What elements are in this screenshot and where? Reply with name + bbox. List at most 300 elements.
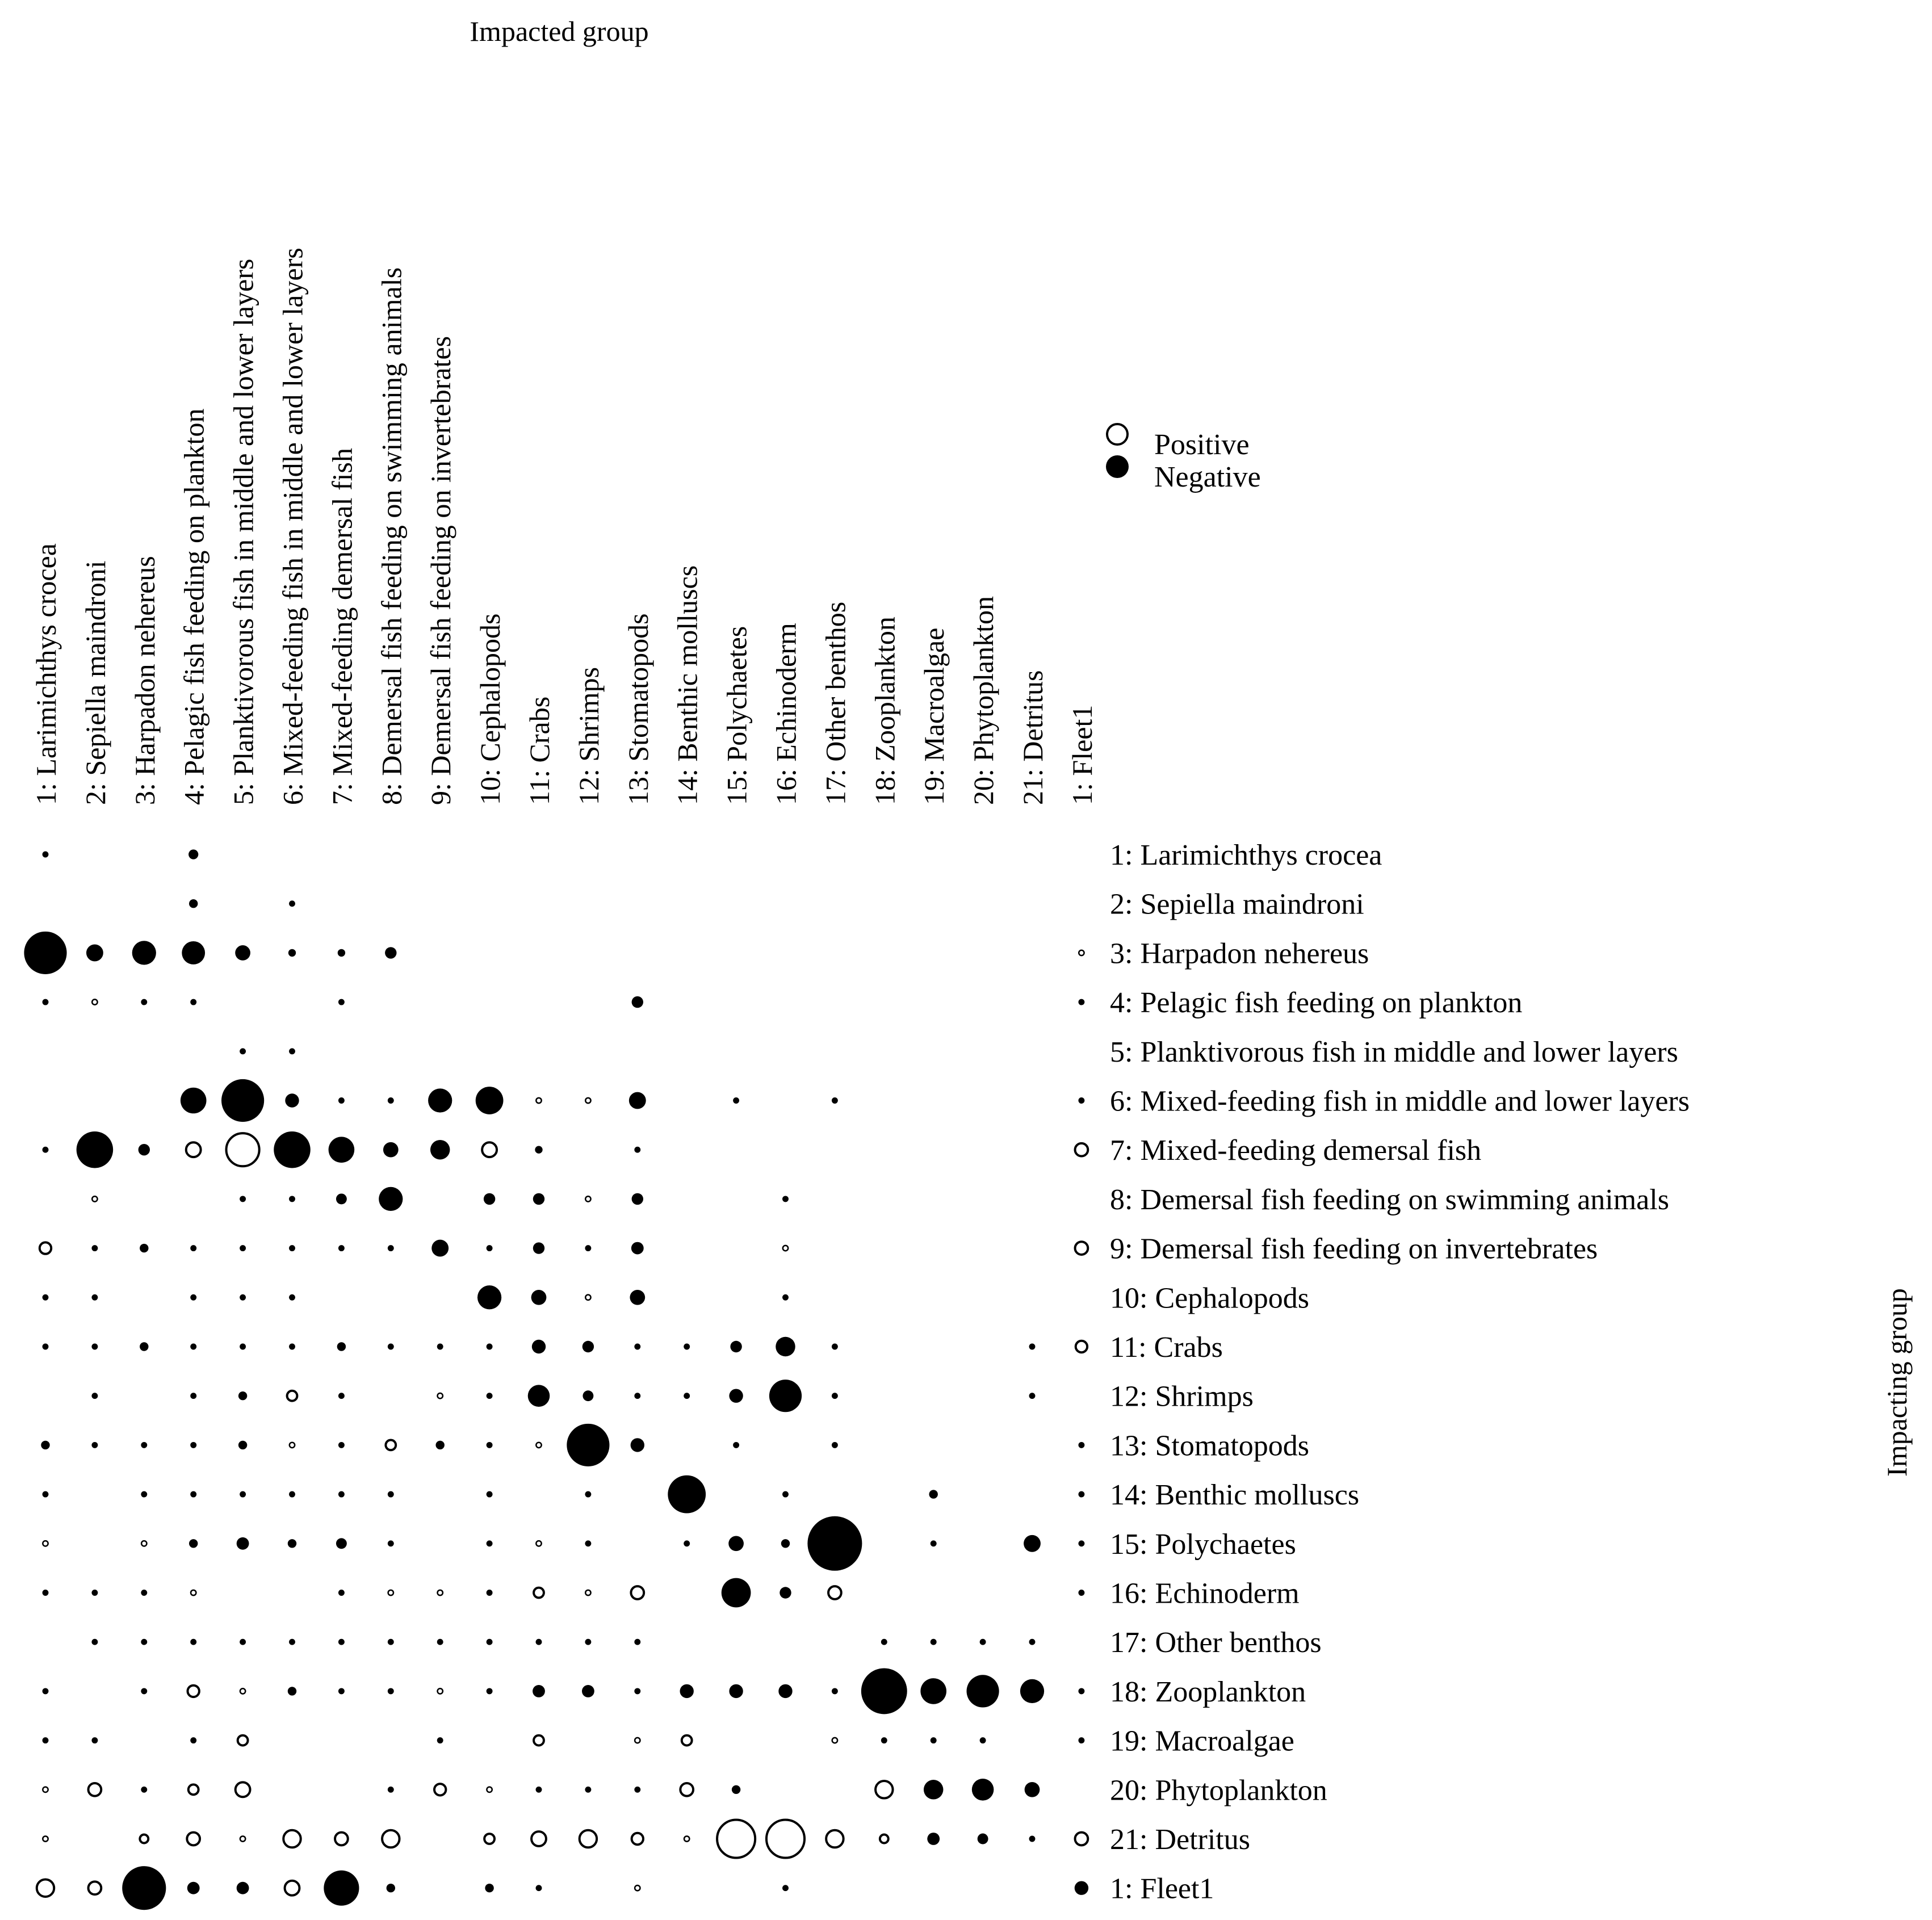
negative-impact-bubble xyxy=(338,1688,345,1694)
negative-impact-bubble xyxy=(288,949,296,957)
negative-impact-bubble xyxy=(776,1337,795,1356)
negative-impact-bubble xyxy=(289,1639,295,1645)
negative-impact-bubble xyxy=(582,1390,593,1401)
negative-impact-bubble xyxy=(385,947,396,958)
negative-impact-bubble xyxy=(140,1244,148,1252)
negative-impact-bubble xyxy=(1078,1442,1084,1448)
negative-impact-bubble xyxy=(240,1196,246,1202)
negative-impact-bubble xyxy=(732,1785,740,1794)
negative-impact-bubble xyxy=(240,1245,246,1251)
negative-impact-bubble xyxy=(832,1442,838,1448)
negative-impact-bubble xyxy=(141,999,147,1005)
negative-impact-bubble xyxy=(487,1491,493,1498)
positive-impact-bubble xyxy=(37,1879,54,1896)
negative-impact-bubble xyxy=(91,1393,98,1399)
impacting-group-label: 13: Stomatopods xyxy=(1110,1429,1310,1462)
negative-impact-bubble xyxy=(141,1688,147,1694)
positive-impact-bubble xyxy=(438,1590,443,1595)
negative-impact-bubble xyxy=(967,1675,999,1707)
positive-impact-bubble xyxy=(89,1783,102,1796)
negative-impact-bubble xyxy=(181,1088,207,1114)
negative-impact-bubble xyxy=(285,1093,299,1107)
negative-impact-bubble xyxy=(132,941,156,965)
negative-impact-bubble xyxy=(487,1393,493,1399)
negative-impact-bubble xyxy=(924,1780,943,1799)
negative-impact-bubble xyxy=(437,1639,443,1645)
negative-impact-bubble xyxy=(722,1578,751,1608)
negative-impact-bubble xyxy=(631,1242,644,1255)
negative-impact-bubble xyxy=(782,1196,789,1202)
negative-impact-bubble xyxy=(832,1097,838,1104)
positive-impact-bubble xyxy=(1075,1143,1088,1156)
negative-impact-bubble xyxy=(240,1048,246,1054)
negative-impact-bubble xyxy=(531,1290,547,1305)
negative-impact-bubble xyxy=(927,1833,940,1845)
negative-impact-bubble xyxy=(729,1684,743,1698)
positive-impact-bubble xyxy=(635,1738,640,1743)
negative-impact-bubble xyxy=(188,849,198,859)
negative-impact-bubble xyxy=(387,1884,395,1892)
negative-impact-bubble xyxy=(41,1441,49,1449)
negative-impact-bubble xyxy=(288,1539,296,1548)
negative-impact-bubble xyxy=(240,1491,246,1498)
negative-impact-bubble xyxy=(379,1187,403,1211)
legend-negative-marker xyxy=(1106,455,1129,478)
legend-positive-marker xyxy=(1107,424,1128,445)
negative-impact-bubble xyxy=(141,1590,147,1596)
negative-impact-bubble xyxy=(536,1885,542,1891)
positive-impact-bubble xyxy=(536,1541,541,1546)
negative-impact-bubble xyxy=(476,1087,504,1114)
negative-impact-bubble xyxy=(122,1866,166,1910)
positive-impact-bubble xyxy=(382,1830,399,1847)
positive-impact-bubble xyxy=(631,1586,644,1599)
negative-impact-bubble xyxy=(388,1491,394,1498)
impacting-group-label: 7: Mixed-feeding demersal fish xyxy=(1110,1134,1482,1167)
impacted-group-label: 16: Echinoderm xyxy=(770,623,802,805)
negative-impact-bubble xyxy=(630,1290,645,1305)
negative-impact-bubble xyxy=(43,852,49,858)
positive-impact-bubble xyxy=(388,1590,393,1595)
negative-impact-bubble xyxy=(1029,1836,1036,1842)
negative-impact-bubble xyxy=(338,1393,345,1399)
negative-impact-bubble xyxy=(86,944,103,961)
impacting-group-label: 5: Planktivorous fish in middle and lower layers xyxy=(1110,1036,1678,1068)
impacted-group-label: 7: Mixed-feeding demersal fish xyxy=(326,448,358,805)
negative-impact-bubble xyxy=(567,1424,609,1466)
impacted-group-label: 5: Planktivorous fish in middle and lower layers xyxy=(227,258,259,806)
negative-impact-bubble xyxy=(533,1685,545,1697)
negative-impact-bubble xyxy=(289,1344,295,1350)
positive-impact-bubble xyxy=(43,1836,48,1841)
negative-impact-bubble xyxy=(235,945,250,961)
negative-impact-bubble xyxy=(920,1678,946,1704)
negative-impact-bubble xyxy=(388,1245,394,1251)
positive-impact-bubble xyxy=(484,1834,494,1844)
negative-impact-bubble xyxy=(1078,1688,1084,1694)
positive-impact-bubble xyxy=(1076,1341,1087,1352)
positive-impact-bubble xyxy=(534,1735,544,1746)
legend-negative-label: Negative xyxy=(1154,461,1261,493)
negative-impact-bubble xyxy=(289,1196,295,1202)
negative-impact-bubble xyxy=(585,1540,591,1546)
negative-impact-bubble xyxy=(684,1540,690,1546)
positive-impact-bubble xyxy=(385,1440,396,1450)
negative-impact-bubble xyxy=(582,1341,594,1352)
negative-impact-bubble xyxy=(782,1885,789,1891)
impacting-group-labels xyxy=(1110,839,1690,1905)
negative-impact-bubble xyxy=(437,1737,443,1743)
negative-impact-bubble xyxy=(91,1294,98,1301)
negative-impact-bubble xyxy=(190,1393,196,1399)
negative-impact-bubble xyxy=(487,1688,493,1694)
negative-impact-bubble xyxy=(240,1639,246,1645)
negative-impact-bubble xyxy=(532,1340,546,1353)
impacted-group-label: 17: Other benthos xyxy=(819,601,852,805)
negative-impact-bubble xyxy=(430,1140,450,1159)
negative-impact-bubble xyxy=(338,1442,345,1448)
negative-impact-bubble xyxy=(1029,1393,1036,1399)
negative-impact-bubble xyxy=(632,1193,643,1205)
negative-impact-bubble xyxy=(728,1536,744,1551)
positive-impact-bubble xyxy=(783,1246,788,1251)
negative-impact-bubble xyxy=(428,1088,452,1112)
positive-impact-bubble xyxy=(635,1885,640,1890)
negative-impact-bubble xyxy=(585,1787,591,1793)
impacting-group-label: 19: Macroalgae xyxy=(1110,1725,1294,1758)
positive-impact-bubble xyxy=(1079,950,1084,955)
negative-impact-bubble xyxy=(336,1538,347,1549)
positive-impact-bubble xyxy=(487,1787,492,1792)
negative-impact-bubble xyxy=(931,1737,937,1743)
negative-impact-bubble xyxy=(487,1639,493,1645)
negative-impact-bubble xyxy=(585,1491,591,1498)
negative-impact-bubble xyxy=(329,1137,355,1163)
positive-impact-bubble xyxy=(632,1833,643,1844)
negative-impact-bubble xyxy=(435,1441,444,1449)
negative-impact-bubble xyxy=(182,941,205,965)
negative-impact-bubble xyxy=(43,1491,49,1498)
negative-impact-bubble xyxy=(43,1294,49,1301)
positive-impact-bubble xyxy=(238,1735,248,1746)
impacted-group-label: 19: Macroalgae xyxy=(918,627,950,805)
negative-impact-bubble xyxy=(680,1684,694,1698)
positive-impact-bubble xyxy=(187,1833,200,1846)
positive-impact-bubble xyxy=(141,1541,146,1546)
positive-impact-bubble xyxy=(285,1881,300,1896)
positive-impact-bubble xyxy=(680,1783,693,1796)
negative-impact-bubble xyxy=(972,1779,994,1801)
impacted-group-label: 20: Phytoplankton xyxy=(967,596,1000,805)
negative-impact-bubble xyxy=(324,1871,359,1906)
impacting-group-label: 8: Demersal fish feeding on swimming animals xyxy=(1110,1183,1669,1216)
negative-impact-bubble xyxy=(140,1342,148,1351)
impacting-group-label: 11: Crabs xyxy=(1110,1331,1223,1364)
positive-impact-bubble xyxy=(875,1781,892,1798)
negative-impact-bubble xyxy=(832,1344,838,1350)
negative-impact-bubble xyxy=(337,1342,346,1351)
negative-impact-bubble xyxy=(141,1787,147,1793)
negative-impact-bubble xyxy=(634,1688,640,1694)
negative-impact-bubble xyxy=(634,1344,640,1350)
positive-impact-bubble xyxy=(92,1196,97,1201)
positive-impact-bubble xyxy=(585,1098,590,1103)
negative-impact-bubble xyxy=(43,1147,49,1153)
negative-impact-bubble xyxy=(91,1245,98,1251)
negative-impact-bubble xyxy=(238,1441,247,1449)
impacted-group-label: 8: Demersal fish feeding on swimming animals xyxy=(375,267,408,805)
negative-impact-bubble xyxy=(431,1240,449,1257)
negative-impact-bubble xyxy=(289,1048,295,1054)
negative-impact-bubble xyxy=(629,1092,646,1109)
negative-impact-bubble xyxy=(338,999,345,1005)
positive-impact-bubble xyxy=(434,1784,446,1795)
negative-impact-bubble xyxy=(190,1344,196,1350)
impacting-group-label: 20: Phytoplankton xyxy=(1110,1774,1327,1807)
negative-impact-bubble xyxy=(91,1344,98,1350)
negative-impact-bubble xyxy=(437,1344,443,1350)
positive-impact-bubble xyxy=(536,1098,541,1103)
negative-impact-bubble xyxy=(1024,1535,1041,1552)
negative-impact-bubble xyxy=(289,1491,295,1498)
impacted-group-label: 21: Detritus xyxy=(1017,670,1049,805)
negative-impact-bubble xyxy=(388,1097,394,1104)
negative-impact-bubble xyxy=(91,1442,98,1448)
negative-impact-bubble xyxy=(237,1882,249,1894)
negative-impact-bubble xyxy=(832,1393,838,1399)
negative-impact-bubble xyxy=(535,1146,542,1154)
positive-impact-bubble xyxy=(287,1391,297,1401)
positive-impact-bubble xyxy=(236,1782,250,1797)
positive-impact-bubble xyxy=(832,1738,837,1743)
negative-impact-bubble xyxy=(1075,1881,1088,1895)
positive-impact-bubble xyxy=(188,1686,199,1697)
negative-impact-bubble xyxy=(585,1245,591,1251)
positive-impact-bubble xyxy=(240,1688,245,1693)
negative-impact-bubble xyxy=(485,1884,493,1892)
positive-impact-bubble xyxy=(580,1830,597,1847)
positive-impact-bubble xyxy=(766,1820,804,1858)
positive-impact-bubble xyxy=(43,1787,48,1792)
impacting-group-label: 4: Pelagic fish feeding on plankton xyxy=(1110,987,1523,1020)
impacting-group-label: 18: Zooplankton xyxy=(1110,1675,1306,1708)
positive-impact-bubble xyxy=(40,1242,51,1254)
positive-impact-bubble xyxy=(89,1881,102,1894)
impacted-group-label: 1: Fleet1 xyxy=(1066,705,1098,805)
positive-impact-bubble xyxy=(536,1443,541,1448)
negative-impact-bubble xyxy=(338,1491,345,1498)
negative-impact-bubble xyxy=(631,1438,644,1452)
negative-impact-bubble xyxy=(1078,1097,1084,1104)
negative-impact-bubble xyxy=(782,1491,789,1498)
positive-impact-bubble xyxy=(92,999,97,1004)
negative-impact-bubble xyxy=(533,1242,544,1254)
negative-impact-bubble xyxy=(274,1131,311,1168)
impacted-group-label: 15: Polychaetes xyxy=(720,626,753,805)
negative-impact-bubble xyxy=(338,1097,345,1104)
impacted-group-label: 14: Benthic molluscs xyxy=(671,565,703,805)
negative-impact-bubble xyxy=(733,1097,739,1104)
positive-impact-bubble xyxy=(283,1830,300,1847)
negative-impact-bubble xyxy=(43,1688,49,1694)
negative-impact-bubble xyxy=(383,1142,399,1158)
negative-impact-bubble xyxy=(240,1294,246,1301)
negative-impact-bubble xyxy=(782,1294,789,1301)
positive-impact-bubble xyxy=(585,1590,590,1595)
negative-impact-bubble xyxy=(388,1540,394,1546)
negative-impact-bubble xyxy=(980,1737,986,1743)
negative-impact-bubble xyxy=(634,1787,640,1793)
legend-positive-label: Positive xyxy=(1154,429,1250,461)
negative-impact-bubble xyxy=(1078,1737,1084,1743)
negative-impact-bubble xyxy=(141,1639,147,1645)
negative-impact-bubble xyxy=(861,1668,907,1714)
negative-impact-bubble xyxy=(807,1516,862,1571)
negative-impact-bubble xyxy=(189,899,198,908)
negative-impact-bubble xyxy=(24,932,66,974)
negative-impact-bubble xyxy=(487,1540,493,1546)
negative-impact-bubble xyxy=(388,1688,394,1694)
positive-impact-bubble xyxy=(191,1590,196,1595)
negative-impact-bubble xyxy=(288,1687,296,1695)
negative-impact-bubble xyxy=(190,1442,196,1448)
impacted-group-label: 2: Sepiella maindroni xyxy=(79,560,111,805)
negative-impact-bubble xyxy=(238,1391,247,1400)
impacting-group-label: 10: Cephalopods xyxy=(1110,1282,1309,1315)
negative-impact-bubble xyxy=(487,1590,493,1596)
negative-impact-bubble xyxy=(634,1147,640,1153)
impacted-group-label: 18: Zooplankton xyxy=(869,617,901,805)
negative-impact-bubble xyxy=(684,1344,690,1350)
negative-impact-bubble xyxy=(336,1193,347,1204)
impacted-group-labels xyxy=(30,248,1098,805)
negative-impact-bubble xyxy=(730,1341,741,1352)
positive-impact-bubble xyxy=(482,1142,497,1157)
negative-impact-bubble xyxy=(289,900,295,907)
positive-impact-bubble xyxy=(534,1588,544,1598)
negative-impact-bubble xyxy=(141,1491,147,1498)
impacted-group-label: 10: Cephalopods xyxy=(474,613,506,805)
positive-impact-bubble xyxy=(188,1784,199,1795)
impacting-group-label: 15: Polychaetes xyxy=(1110,1528,1296,1561)
positive-impact-bubble xyxy=(290,1443,295,1448)
impacting-group-label: 1: Fleet1 xyxy=(1110,1872,1214,1905)
positive-impact-bubble xyxy=(682,1735,692,1746)
negative-impact-bubble xyxy=(487,1344,493,1350)
negative-impact-bubble xyxy=(237,1537,249,1550)
negative-impact-bubble xyxy=(1078,1540,1084,1546)
negative-impact-bubble xyxy=(91,1639,98,1645)
negative-impact-bubble xyxy=(582,1685,594,1697)
positive-impact-bubble xyxy=(43,1541,48,1546)
negative-impact-bubble xyxy=(487,1245,493,1251)
positive-impact-bubble xyxy=(585,1196,590,1201)
positive-impact-bubble xyxy=(880,1835,889,1843)
negative-impact-bubble xyxy=(781,1539,790,1548)
negative-impact-bubble xyxy=(1078,1590,1084,1596)
impacted-group-label: 6: Mixed-feeding fish in middle and lower layers xyxy=(276,248,309,805)
negative-impact-bubble xyxy=(668,1475,706,1514)
impacting-group-label: 14: Benthic molluscs xyxy=(1110,1479,1360,1512)
negative-impact-bubble xyxy=(536,1787,542,1793)
negative-impact-bubble xyxy=(43,999,49,1005)
positive-impact-bubble xyxy=(717,1820,755,1858)
negative-impact-bubble xyxy=(240,1344,246,1350)
y-axis-title: Impacting group xyxy=(1881,1288,1913,1477)
positive-impact-bubble xyxy=(826,1830,843,1847)
negative-impact-bubble xyxy=(536,1639,542,1645)
negative-impact-bubble xyxy=(1025,1782,1040,1797)
impacting-group-label: 6: Mixed-feeding fish in middle and lower layers xyxy=(1110,1085,1690,1118)
negative-impact-bubble xyxy=(929,1490,937,1498)
negative-impact-bubble xyxy=(1078,1491,1084,1498)
negative-impact-bubble xyxy=(190,1245,196,1251)
impact-bubbles xyxy=(24,849,1088,1910)
negative-impact-bubble xyxy=(388,1787,394,1793)
negative-impact-bubble xyxy=(77,1131,114,1168)
impacted-group-label: 11: Crabs xyxy=(523,696,555,805)
impacting-group-label: 2: Sepiella maindroni xyxy=(1110,888,1364,921)
negative-impact-bubble xyxy=(190,999,196,1005)
impacted-group-label: 3: Harpadon nehereus xyxy=(128,556,161,805)
negative-impact-bubble xyxy=(684,1393,690,1399)
negative-impact-bubble xyxy=(190,1491,196,1498)
negative-impact-bubble xyxy=(881,1639,887,1645)
impacting-group-label: 12: Shrimps xyxy=(1110,1380,1254,1413)
negative-impact-bubble xyxy=(769,1380,802,1412)
impacting-group-label: 16: Echinoderm xyxy=(1110,1577,1300,1610)
negative-impact-bubble xyxy=(533,1193,544,1205)
impacting-group-label: 1: Larimichthys crocea xyxy=(1110,839,1382,871)
negative-impact-bubble xyxy=(832,1688,838,1694)
impacted-group-label: 1: Larimichthys crocea xyxy=(30,543,62,805)
negative-impact-bubble xyxy=(190,1294,196,1301)
negative-impact-bubble xyxy=(484,1193,495,1205)
negative-impact-bubble xyxy=(388,1344,394,1350)
negative-impact-bubble xyxy=(585,1639,591,1645)
impacting-group-label: 3: Harpadon nehereus xyxy=(1110,937,1369,970)
positive-impact-bubble xyxy=(684,1836,689,1841)
negative-impact-bubble xyxy=(43,1737,49,1743)
positive-impact-bubble xyxy=(438,1393,443,1398)
negative-impact-bubble xyxy=(187,1882,200,1894)
impacting-group-label: 21: Detritus xyxy=(1110,1823,1250,1856)
negative-impact-bubble xyxy=(43,1344,49,1350)
positive-impact-bubble xyxy=(1075,1833,1088,1846)
legend xyxy=(1106,424,1261,493)
negative-impact-bubble xyxy=(190,1639,196,1645)
positive-impact-bubble xyxy=(335,1833,348,1846)
negative-impact-bubble xyxy=(91,1737,98,1743)
negative-impact-bubble xyxy=(477,1285,501,1309)
negative-impact-bubble xyxy=(91,1590,98,1596)
negative-impact-bubble xyxy=(141,1442,147,1448)
negative-impact-bubble xyxy=(980,1639,986,1645)
impacted-group-label: 12: Shrimps xyxy=(572,666,605,805)
negative-impact-bubble xyxy=(931,1540,937,1546)
negative-impact-bubble xyxy=(528,1385,550,1407)
negative-impact-bubble xyxy=(729,1389,743,1403)
positive-impact-bubble xyxy=(1075,1242,1088,1255)
negative-impact-bubble xyxy=(1029,1344,1036,1350)
negative-impact-bubble xyxy=(881,1737,887,1743)
negative-impact-bubble xyxy=(632,996,643,1008)
negative-impact-bubble xyxy=(221,1079,264,1122)
impacted-group-label: 4: Pelagic fish feeding on plankton xyxy=(178,408,210,805)
negative-impact-bubble xyxy=(978,1834,988,1844)
positive-impact-bubble xyxy=(828,1586,841,1599)
impacted-group-label: 9: Demersal fish feeding on invertebrates xyxy=(425,336,457,805)
